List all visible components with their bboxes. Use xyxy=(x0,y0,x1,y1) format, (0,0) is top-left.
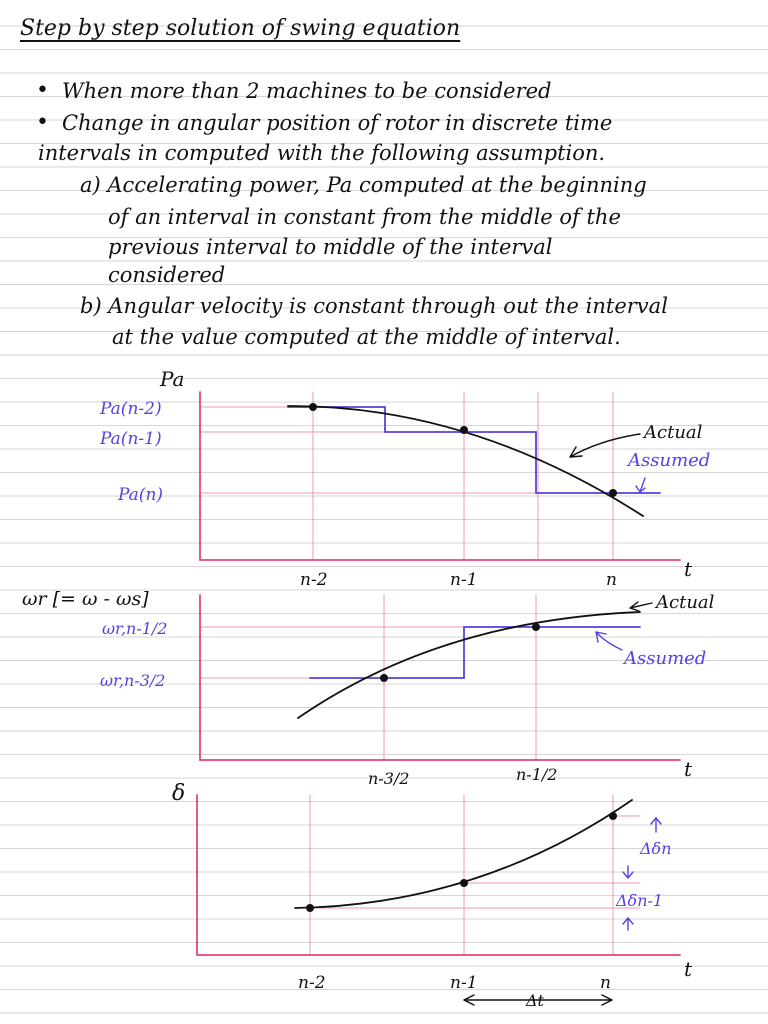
graph3-axes xyxy=(197,795,680,955)
bullet-dot: • xyxy=(36,110,49,135)
assumption-a-line: considered xyxy=(108,263,226,287)
assumption-b-line: at the value computed at the middle of interval. xyxy=(112,325,621,349)
graph3-delta-label: Δδn xyxy=(640,839,672,858)
page-title: Step by step solution of swing equation xyxy=(20,16,461,41)
assumption-a-line: of an interval in constant from the middle of the xyxy=(108,205,621,229)
graph2-x-tick: n-3/2 xyxy=(368,769,410,788)
graph2-actual-arrow xyxy=(630,602,652,611)
graph1-actual-curve xyxy=(288,406,643,516)
graph1-gridlines xyxy=(200,392,660,560)
graph1-x-tick: n xyxy=(606,570,617,590)
assumption-a-line: a) Accelerating power, Pa computed at the beginning xyxy=(80,173,647,197)
graph3-x-tick: n-2 xyxy=(298,973,326,993)
graph3-x-tick: n-1 xyxy=(450,973,478,993)
graph1-level-label: Pa(n-2) xyxy=(100,399,162,419)
graph2-points xyxy=(380,623,540,682)
graph2-legend-actual: Actual xyxy=(656,592,715,613)
bullet-line: When more than 2 machines to be considered xyxy=(62,79,552,103)
graph3-x-label: t xyxy=(684,957,693,981)
graph2-assumed-step xyxy=(310,627,640,678)
graph2-assumed-arrow xyxy=(596,632,622,650)
graph1-x-tick: n-2 xyxy=(300,570,328,590)
assumption-a-line: previous interval to middle of the interval xyxy=(108,235,553,259)
graph3-x-tick: n xyxy=(600,973,611,993)
graph3-delta-arrows xyxy=(623,818,661,930)
graph3-points xyxy=(306,812,617,912)
graph1-legend-actual: Actual xyxy=(644,422,703,443)
graph2-level-label: ωr,n-1/2 xyxy=(102,619,168,638)
assumption-b-line: b) Angular velocity is constant through out the interval xyxy=(80,294,668,318)
graph1-assumed-step xyxy=(288,407,660,493)
graph2-legend-assumed: Assumed xyxy=(624,648,707,669)
graph3-y-label: δ xyxy=(172,781,186,806)
graph1-legend-assumed: Assumed xyxy=(628,450,711,471)
graph1-x-tick: n-1 xyxy=(450,570,478,590)
graph3-interval-label: Δt xyxy=(526,991,544,1010)
bullet-line: Change in angular position of rotor in discrete time xyxy=(62,111,613,135)
graph1-level-label: Pa(n-1) xyxy=(100,429,162,449)
bullet-dot: • xyxy=(36,78,49,103)
graph1-level-label: Pa(n) xyxy=(118,485,164,505)
graph1-x-label: t xyxy=(684,557,693,581)
graph1-assumed-arrow xyxy=(636,478,645,492)
graph1-points xyxy=(309,403,617,497)
graph2-x-label: t xyxy=(684,757,693,781)
graph2-level-label: ωr,n-3/2 xyxy=(100,671,166,690)
graph1-axes xyxy=(200,392,680,560)
graph2-x-tick: n-1/2 xyxy=(516,765,558,784)
graph3-gridlines xyxy=(310,795,640,955)
graph2-y-label: ωr [= ω - ωs] xyxy=(22,588,149,610)
bullet-line-continued: intervals in computed with the following assumption. xyxy=(38,141,606,165)
graph3-delta-label: Δδn-1 xyxy=(616,891,664,910)
graph1-y-label: Pa xyxy=(160,367,185,391)
